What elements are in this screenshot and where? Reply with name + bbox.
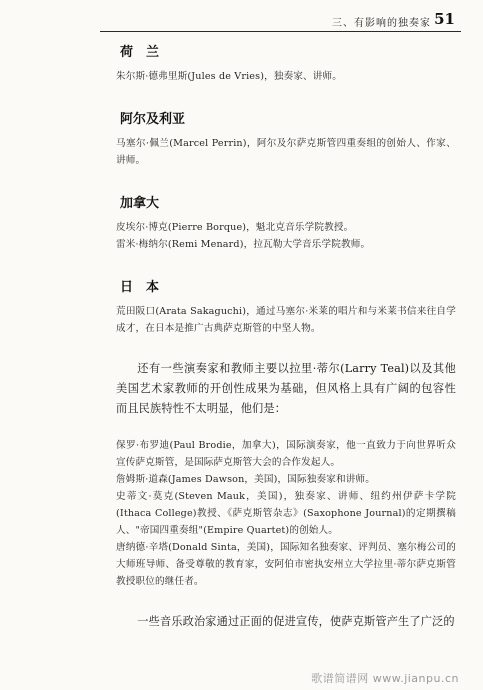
entry-james-dawson: 詹姆斯·道森(James Dawson，美国)，国际独奏家和讲师。 bbox=[116, 474, 375, 485]
entry-donald-sinta: 唐纳德·辛塔(Donald Sinta，美国)，国际知名独奏家、评判员、塞尔梅公司的大师班导师、备受尊敬的教育家，安阿伯市密执安州立大学拉里·蒂尔萨克斯管教授职位的继任者。 bbox=[116, 542, 456, 587]
running-header bbox=[0, 0, 483, 30]
heading-netherlands: 荷 兰 bbox=[120, 45, 160, 60]
entry-pierre-borque: 皮埃尔·博克(Pierre Borque)，魁北克音乐学院教授。 bbox=[116, 222, 354, 233]
entry-arata-sakaguchi: 荒田阪口(Arata Sakaguchi)，通过马塞尔·米莱的唱片和与米莱书信来往自学成才，在日本是推广古典萨克斯管的中坚人物。 bbox=[116, 306, 456, 334]
heading-algeria: 阿尔及利亚 bbox=[120, 112, 186, 127]
page-body bbox=[116, 44, 456, 632]
entry-jules-de-vries: 朱尔斯·德弗里斯(Jules de Vries)，独奏家、讲师。 bbox=[116, 71, 343, 82]
intro-paragraph: 还有一些演奏家和教师主要以拉里·蒂尔(Larry Teal)以及其他美国艺术家教师的开创性成果为基础，但风格上具有广阔的包容性而且民族特性不太明显，他们是： bbox=[116, 362, 456, 415]
closing-paragraph: 一些音乐政治家通过正面的促进宣传，使萨克斯管产生了广泛的 bbox=[137, 615, 455, 628]
entry-remi-menard: 雷米·梅纳尔(Remi Menard)，拉瓦勒大学音乐学院教师。 bbox=[116, 239, 371, 250]
entry-paul-brodie: 保罗·布罗迪(Paul Brodie，加拿大)，国际演奏家，他一直致力于向世界听众宣传萨克斯管，是国际萨克斯管大会的合作发起人。 bbox=[116, 440, 456, 468]
page-number: 51 bbox=[434, 10, 455, 28]
entry-steven-mauk: 史蒂文·莫克(Steven Mauk，美国)，独奏家、讲师、纽约州伊萨卡学院(Ithaca College)教授、《萨克斯管杂志》(Saxophone Journal)的定期撰稿人、"帝国四重奏组"(Empire Quartet)的创始人。 bbox=[116, 491, 456, 536]
heading-japan: 日 本 bbox=[120, 280, 160, 295]
entry-marcel-perrin: 马塞尔·佩兰(Marcel Perrin)，阿尔及尔萨克斯管四重奏组的创始人、作家、讲师。 bbox=[116, 138, 456, 166]
heading-canada: 加拿大 bbox=[120, 196, 160, 211]
section-title: 三、有影响的独奏家 bbox=[332, 18, 431, 29]
site-watermark: 歌谱简谱网 www.jianpu.cn bbox=[311, 672, 459, 685]
header-rule bbox=[100, 31, 461, 32]
